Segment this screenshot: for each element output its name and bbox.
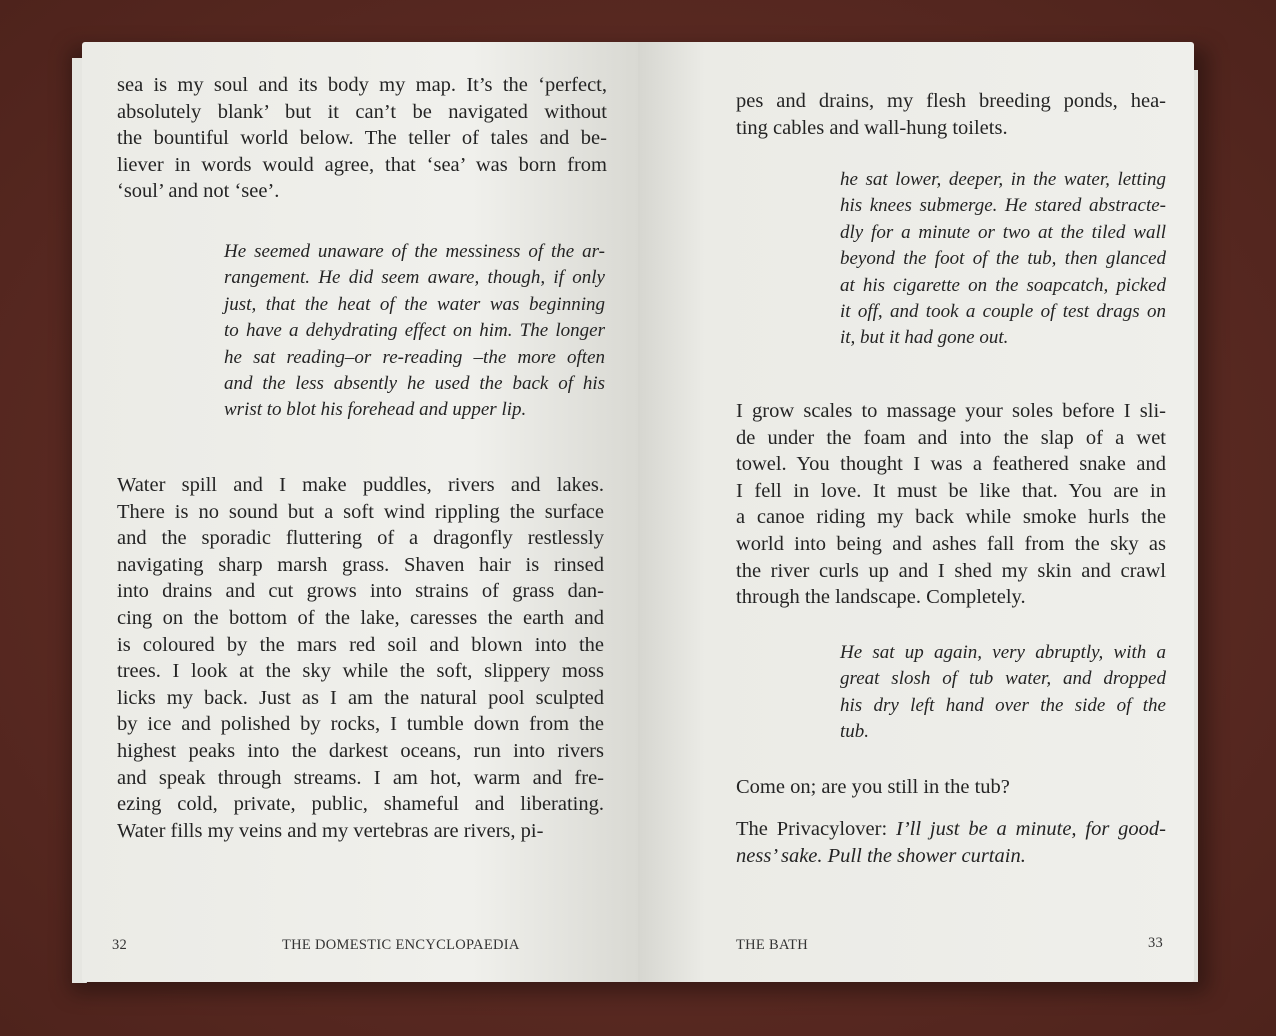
left-page (82, 42, 638, 982)
right-dialogue (736, 816, 1166, 869)
text-line: at his cigarette on the soapcatch, picked (840, 274, 1166, 296)
text-line: trees. I look at the sky while the soft, slippery moss (117, 660, 604, 683)
text-line: is coloured by the mars red soil and blown into the (117, 633, 604, 656)
text-line: he sat reading–or re-reading –the more often (224, 346, 605, 368)
text-line: to have a dehydrating effect on him. The longer (224, 320, 605, 342)
text-line: absolutely blank’ but it can’t be navigated without (117, 100, 607, 123)
text-line: Water spill and I make puddles, rivers and lakes. (117, 474, 604, 496)
text-line: the river curls up and I shed my skin and crawl (736, 559, 1166, 582)
text-line: his knees submerge. He stared abstracte- (840, 195, 1166, 217)
text-line: and the sporadic fluttering of a dragonfly restlessly (117, 527, 604, 550)
text-line: I fell in love. It must be like that. You are in (736, 479, 1166, 502)
left-paragraph-2 (117, 472, 604, 844)
text-line: pes and drains, my flesh breeding ponds, hea- (736, 90, 1166, 112)
text-line: cing on the bottom of the lake, caresses the earth and (117, 606, 604, 629)
text-line: Water fills my veins and my vertebras are rivers, pi- (117, 819, 544, 842)
text-line: liever in words would agree, that ‘sea’ was born from (117, 153, 607, 176)
text-line: licks my back. Just as I am the natural pool sculpted (117, 686, 604, 709)
text-line: a canoe riding my back while smoke hurls the (736, 506, 1166, 529)
text-line: tub. (840, 721, 870, 743)
text-line: his dry left hand over the side of the (840, 694, 1166, 716)
left-block-quote (224, 239, 605, 424)
text-line: ‘soul’ and not ‘see’. (117, 180, 280, 203)
text-line: ting cables and wall-hung toilets. (736, 116, 1008, 139)
text-line: Come on; are you still in the tub? (736, 776, 1010, 798)
text-line: beyond the foot of the tub, then glanced (840, 248, 1166, 270)
text-line: through the landscape. Completely. (736, 586, 1026, 609)
text-line: He sat up again, very abruptly, with a (840, 642, 1166, 663)
left-running-head: THE DOMESTIC ENCYCLOPAEDIA (282, 937, 520, 953)
text-line: world into being and ashes fall from the sky as (736, 532, 1166, 555)
text-line: by ice and polished by rocks, I tumble down from the (117, 713, 604, 736)
right-block-quote-1 (840, 167, 1166, 352)
text-line: wrist to blot his forehead and upper lip. (224, 399, 527, 421)
dialogue-line-2 (736, 843, 1166, 870)
text-line: sea is my soul and its body my map. It’s the ‘perfect, (117, 74, 607, 96)
text-line: he sat lower, deeper, in the water, letting (840, 169, 1166, 190)
left-paragraph-1 (117, 72, 607, 205)
text-line: it, but it had gone out. (840, 327, 1009, 349)
text-line: There is no sound but a soft wind rippling the surface (117, 500, 604, 523)
text-line: navigating sharp marsh grass. Shaven hair is rinsed (117, 553, 604, 576)
right-block-quote-2 (840, 640, 1166, 746)
text-line: the bountiful world below. The teller of tales and be- (117, 127, 607, 150)
text-line: highest peaks into the darkest oceans, run into rivers (117, 739, 604, 762)
text-line: and speak through streams. I am hot, warm and fre- (117, 766, 604, 789)
text-line: He seemed unaware of the messiness of the ar- (224, 241, 605, 262)
right-paragraph-2 (736, 398, 1166, 611)
text-line: I grow scales to massage your soles before I sli- (736, 400, 1166, 422)
text-line: towel. You thought I was a feathered snake and (736, 453, 1166, 476)
right-page (638, 42, 1194, 982)
right-paragraph-1 (736, 88, 1166, 141)
text-line: it off, and took a couple of test drags on (840, 301, 1166, 323)
dialogue-text: ness’ sake. Pull the shower curtain. (736, 844, 1026, 867)
right-paragraph-3 (736, 774, 1166, 801)
text-line: just, that the heat of the water was beginning (224, 293, 605, 315)
dialogue-text: I’ll just be a minute, for good- (896, 818, 1166, 840)
text-line: great slosh of tub water, and dropped (840, 668, 1166, 690)
right-page-number: 33 (1148, 935, 1164, 951)
left-page-number: 32 (112, 937, 128, 953)
text-line: and the less absently he used the back of his (224, 373, 605, 395)
text-line: into drains and cut grows into strains of grass dan- (117, 580, 604, 603)
dialogue-line-1 (736, 816, 1166, 843)
text-line: ezing cold, private, public, shameful and liberating. (117, 793, 604, 816)
right-running-head: THE BATH (736, 937, 809, 953)
text-line: de under the foam and into the slap of a wet (736, 426, 1166, 449)
text-line: dly for a minute or two at the tiled wall (840, 221, 1166, 243)
dialogue-speaker: The Privacylover: (736, 818, 896, 840)
text-line: rangement. He did seem aware, though, if only (224, 267, 605, 289)
